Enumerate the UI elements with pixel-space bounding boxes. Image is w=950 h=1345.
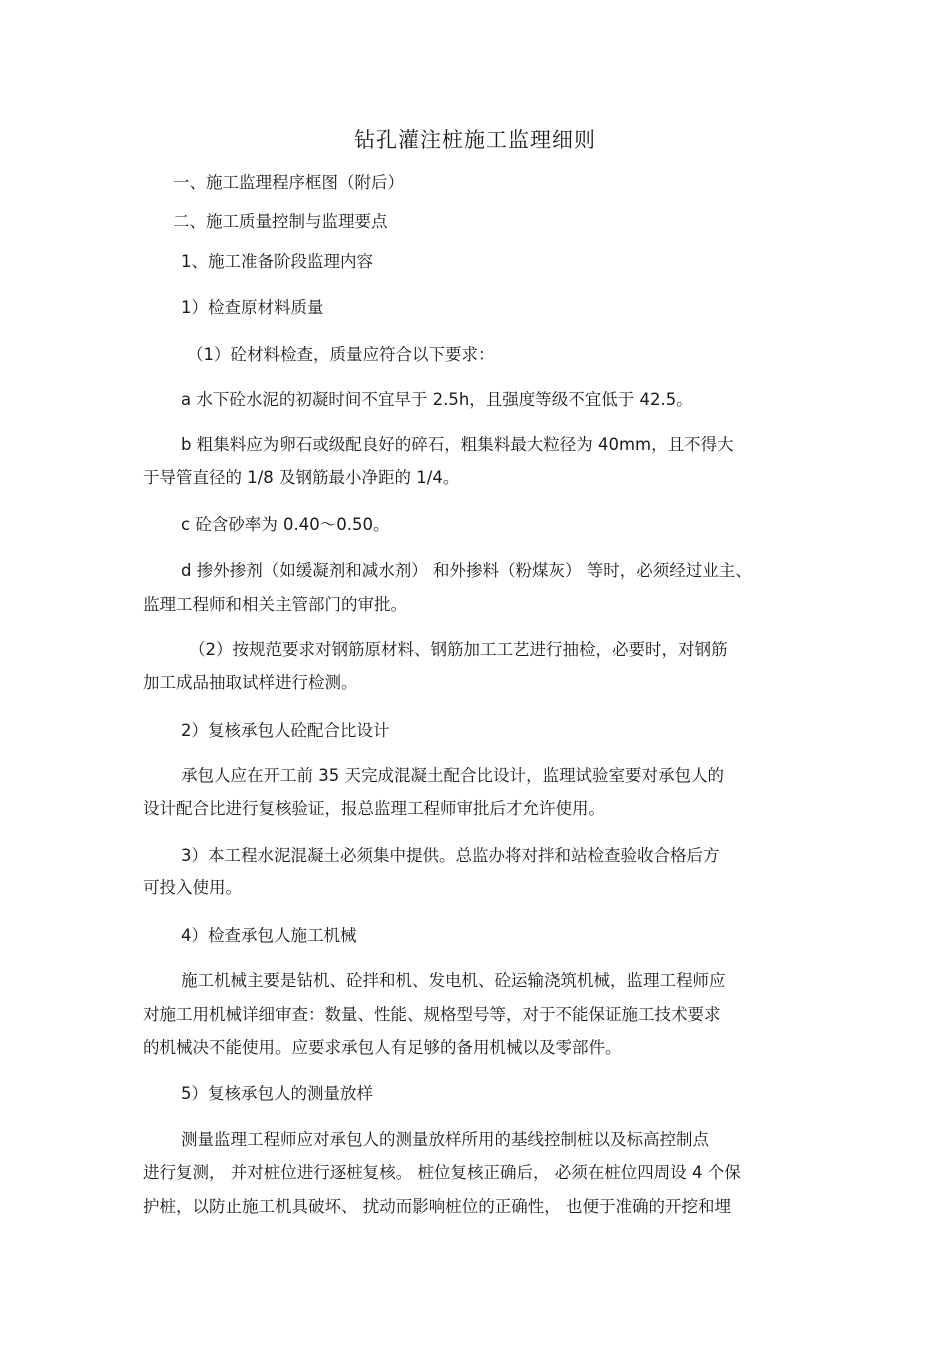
document-title: 钻孔灌注桩施工监理细则 xyxy=(354,128,596,152)
paragraph-line: 的机械决不能使用。应要求承包人有足够的备用机械以及零部件。 xyxy=(143,1038,622,1057)
paragraph-line: 护桩，以防止施工机具破坏、 扰动而影响桩位的正确性， 也便于准确的开挖和埋 xyxy=(143,1197,731,1216)
item-heading-3: 3）本工程水泥混凝土必须集中提供。总监办将对拌和站检查验收合格后方 xyxy=(181,846,720,865)
paragraph-line: 承包人应在开工前 35 天完成混凝土配合比设计，监理试验室要对承包人的 xyxy=(181,766,724,785)
paragraph-line: a 水下砼水泥的初凝时间不宜早于 2.5h，且强度等级不宜低于 42.5。 xyxy=(181,390,693,409)
paragraph-line: 监理工程师和相关主管部门的审批。 xyxy=(143,595,407,614)
item-heading-2: 2）复核承包人砼配合比设计 xyxy=(181,721,390,740)
paragraph-line: c 砼含砂率为 0.40～0.50。 xyxy=(181,515,390,534)
paragraph-line: 加工成品抽取试样进行检测。 xyxy=(143,673,358,692)
item-heading-1: 1）检查原材料质量 xyxy=(181,298,324,317)
paragraph-line: 进行复测， 并对桩位进行逐桩复核。 桩位复核正确后， 必须在桩位四周设 4 个保 xyxy=(143,1163,741,1182)
paragraph-line: 施工机械主要是钻机、砼拌和机、发电机、砼运输浇筑机械，监理工程师应 xyxy=(181,971,726,990)
paragraph-line: b 粗集料应为卵石或级配良好的碎石，粗集料最大粒径为 40mm，且不得大 xyxy=(181,435,734,454)
paragraph-line: 测量监理工程师应对承包人的测量放样所用的基线控制桩以及标高控制点 xyxy=(181,1130,709,1149)
paragraph-line: 对施工用机械详细审查：数量、性能、规格型号等，对于不能保证施工技术要求 xyxy=(143,1005,721,1024)
paragraph-line: 设计配合比进行复核验证，报总监理工程师审批后才允许使用。 xyxy=(143,799,605,818)
subitem-heading-1: （1）砼材料检查，质量应符合以下要求： xyxy=(187,345,495,364)
subsection-heading-1: 1、施工准备阶段监理内容 xyxy=(181,252,373,271)
paragraph-line: 可投入使用。 xyxy=(143,878,242,897)
item-heading-5: 5）复核承包人的测量放样 xyxy=(181,1084,373,1103)
paragraph-line: （2）按规范要求对钢筋原材料、钢筋加工工艺进行抽检，必要时，对钢筋 xyxy=(189,640,728,659)
item-heading-4: 4）检查承包人施工机械 xyxy=(181,926,357,945)
section-heading-1: 一、施工监理程序框图（附后） xyxy=(173,173,404,192)
paragraph-line: 于导管直径的 1/8 及钢筋最小净距的 1/4。 xyxy=(143,468,460,487)
paragraph-line: d 掺外掺剂（如缓凝剂和减水剂） 和外掺料（粉煤灰） 等时，必须经过业主、 xyxy=(181,561,752,580)
section-heading-2: 二、施工质量控制与监理要点 xyxy=(173,212,388,231)
